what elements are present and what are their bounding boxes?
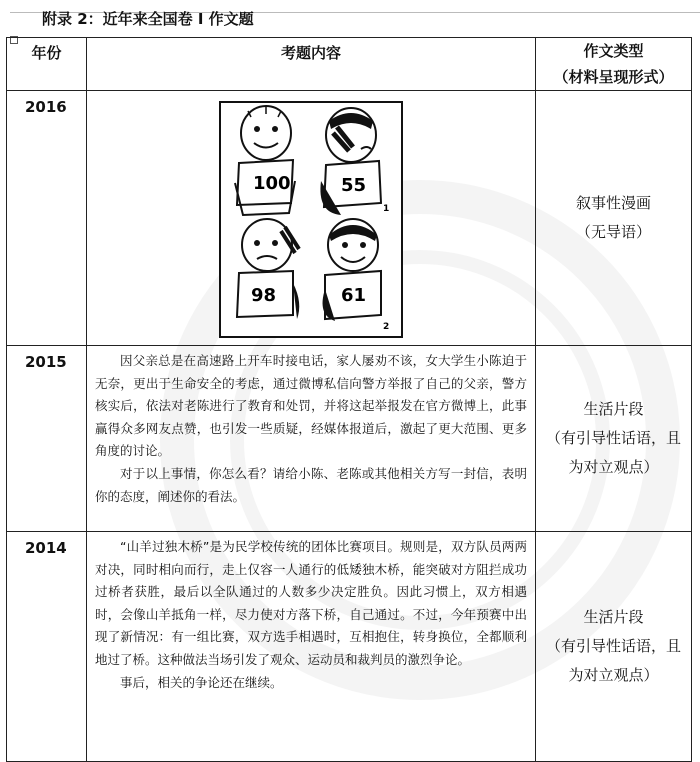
content-cell <box>87 346 536 532</box>
type-2014-line1: 生活片段 <box>583 608 644 626</box>
table-row <box>7 532 692 762</box>
year-2016: 2016 <box>25 98 67 116</box>
panel-number-2: 2 <box>383 322 390 332</box>
appendix-title: 附录 2：近年来全国卷 I 作文题 <box>42 10 254 28</box>
essay-topics-table <box>6 37 692 762</box>
header-row <box>7 38 692 91</box>
passage-paragraph: 因父亲总是在高速路上开车时接电话，家人屡劝不该，女大学生小陈迫于无奈，更出于生命安全的考虑，通过微博私信向警方举报了自己的父亲，警方核实后，依法对老陈进行了教育和处罚，并将这起举报发在官方微博上，此事赢得众多网友点赞，也引发一些质疑，经媒体报道后，激起了更大范围、更多角度的讨论。 <box>95 353 527 459</box>
header-type <box>536 38 692 91</box>
header-year: 年份 <box>7 38 87 91</box>
header-type-line2: （材料呈现形式） <box>553 68 674 86</box>
type-2015-line1: 生活片段 <box>583 400 644 418</box>
header-type-line1: 作文类型 <box>583 42 644 60</box>
content-cell <box>87 91 536 346</box>
type-2014-line3: 为对立观点） <box>568 666 659 684</box>
table-row <box>7 91 692 346</box>
type-2015-line2: （有引导性话语，且 <box>545 429 681 447</box>
panel-number-1: 1 <box>383 204 390 214</box>
type-2016-line1: 叙事性漫画 <box>575 194 651 212</box>
score-55: 55 <box>341 175 367 196</box>
passage-2014 <box>87 532 535 694</box>
comic-image <box>219 101 403 338</box>
year-2015: 2015 <box>25 353 67 371</box>
passage-paragraph: 事后，相关的争论还在继续。 <box>120 674 283 690</box>
score-100: 100 <box>253 173 291 194</box>
year-cell <box>7 532 87 762</box>
type-cell <box>536 532 692 762</box>
passage-paragraph: “山羊过独木桥”是为民学校传统的团体比赛项目。规则是，双方队员两两对决，同时相向而行，走上仅容一人通行的低矮独木桥，能突破对方阻拦成功过桥者获胜，最后以全队通过的人数多少决定胜负。因此习惯上，双方相遇时，会像山羊抵角一样，尽力使对方落下桥，自己通过。不过，今年预赛中出现了新情况：有一组比赛，双方选手相遇时，互相抱住，转身换位，全都顺利地过了桥。这种做法当场引发了观众、运动员和裁判员的激烈争论。 <box>95 539 527 667</box>
year-2014: 2014 <box>25 539 67 557</box>
passage-paragraph: 对于以上事情，你怎么看？请给小陈、老陈或其他相关方写一封信，表明你的态度，阐述你的看法。 <box>95 465 527 504</box>
comic-boy-happy <box>235 106 295 215</box>
type-2015-line3: 为对立观点） <box>568 458 659 476</box>
table-row <box>7 346 692 532</box>
content-cell <box>87 532 536 762</box>
score-61: 61 <box>341 285 367 306</box>
type-2014-line2: （有引导性话语，且 <box>545 637 681 655</box>
passage-2015 <box>87 346 535 508</box>
type-cell <box>536 346 692 532</box>
header-content: 考题内容 <box>87 38 536 91</box>
title-row <box>10 8 690 30</box>
comic-boy-sad <box>320 108 381 215</box>
type-cell <box>536 91 692 346</box>
score-98: 98 <box>251 285 277 306</box>
year-cell <box>7 91 87 346</box>
year-cell <box>7 346 87 532</box>
type-2016-line2: （无导语） <box>575 223 651 241</box>
